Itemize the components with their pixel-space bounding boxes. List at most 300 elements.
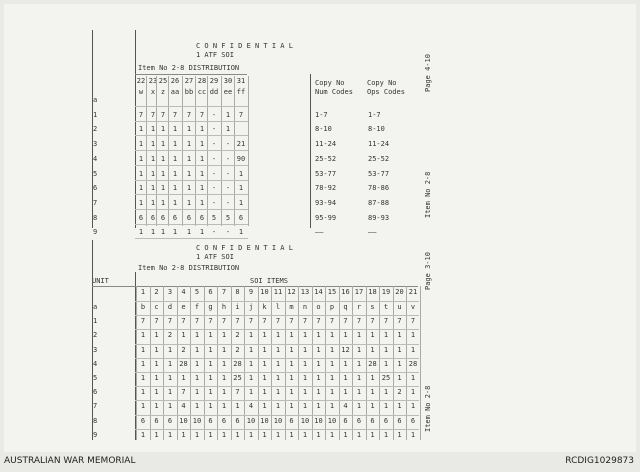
bottom-cell: 1 — [383, 430, 389, 439]
bottom-cell: 1 — [154, 430, 159, 439]
top-cell: 1 — [160, 169, 166, 178]
top-row-label: 7 — [93, 198, 98, 207]
bottom-cell: i — [235, 303, 240, 311]
bottom-cell: 2 — [235, 331, 240, 340]
top-cell: - — [225, 169, 231, 178]
bottom-cell: 1 — [194, 345, 200, 354]
bottom-col-number: 2 — [154, 288, 159, 296]
top-copy-num: 1-7 — [315, 110, 328, 119]
top-row-label: a — [93, 96, 98, 104]
top-cell: 1 — [172, 125, 178, 134]
bottom-cell: d — [167, 303, 173, 311]
bottom-row-rule — [135, 386, 419, 387]
bottom-cell: 1 — [383, 345, 389, 354]
bottom-col-number: 6 — [208, 288, 213, 296]
top-cell: 1 — [150, 125, 156, 134]
bottom-cell: 1 — [167, 388, 173, 397]
bottom-cell: 1 — [194, 331, 200, 340]
bottom-cell: 7 — [343, 317, 348, 326]
bottom-col-rule — [420, 286, 421, 440]
bottom-header-rule — [92, 286, 418, 287]
top-copy-ops: 25-52 — [368, 154, 390, 163]
bottom-cell: 7 — [316, 317, 321, 326]
bottom-col-number: 8 — [235, 288, 240, 296]
bottom-cell: 1 — [235, 402, 240, 411]
bottom-cell: 1 — [140, 359, 146, 368]
bottom-cell: 6 — [397, 416, 402, 425]
bottom-row-label: 9 — [93, 430, 98, 439]
bottom-soi-label: SOI ITEMS — [250, 277, 288, 285]
top-cell: 1 — [238, 198, 244, 207]
bottom-cell: 1 — [302, 402, 308, 411]
bottom-cell: 28 — [233, 359, 242, 368]
bottom-cell: 1 — [370, 331, 375, 340]
bottom-cell: 1 — [262, 388, 267, 397]
top-col-rule — [248, 76, 249, 226]
bottom-cell: 1 — [154, 388, 159, 397]
bottom-cell: 10 — [314, 416, 323, 425]
bottom-row-label: 2 — [93, 331, 98, 340]
bottom-cell: 1 — [316, 430, 321, 439]
top-row-rule — [135, 180, 248, 181]
bottom-cell: 1 — [248, 345, 254, 354]
bottom-cell: 1 — [221, 402, 227, 411]
top-cell: - — [211, 184, 217, 193]
bottom-cell: 1 — [235, 430, 240, 439]
top-row-label: 9 — [93, 228, 98, 237]
bottom-cell: 6 — [221, 416, 227, 425]
bottom-cell: 1 — [370, 388, 375, 397]
top-cell: 1 — [172, 228, 178, 237]
top-cell: 1 — [225, 110, 231, 119]
top-cell: 1 — [238, 184, 244, 193]
bottom-cell: 1 — [208, 430, 213, 439]
top-cell: - — [211, 154, 217, 163]
bottom-item-line: Item No 2-8 DISTRIBUTION — [138, 264, 240, 272]
top-cell: 1 — [199, 184, 205, 193]
bottom-cell: f — [194, 303, 200, 311]
top-copy-ops: 8-10 — [368, 125, 385, 134]
bottom-cell: 1 — [181, 430, 186, 439]
top-col-letter: z — [160, 88, 166, 96]
bottom-cell: 1 — [370, 430, 375, 439]
bottom-cell: 1 — [167, 430, 173, 439]
bottom-row-label: 7 — [93, 402, 98, 411]
top-cell: - — [211, 110, 217, 119]
bottom-cell: 10 — [179, 416, 188, 425]
bottom-cell: 2 — [235, 345, 240, 354]
top-header-rule — [135, 74, 247, 75]
bottom-cell: 10 — [300, 416, 310, 425]
bottom-cell: 1 — [397, 374, 402, 382]
top-cell: 5 — [225, 213, 231, 222]
bottom-cell: 1 — [289, 359, 294, 368]
bottom-cell: c — [154, 303, 159, 311]
bottom-cell: 1 — [356, 430, 362, 439]
bottom-cell: 7 — [289, 317, 294, 326]
bottom-cell: 1 — [343, 430, 348, 439]
bottom-cell: 1 — [356, 402, 362, 411]
top-col-letter: w — [138, 88, 144, 96]
bottom-col-number: 5 — [194, 288, 200, 296]
bottom-cell: 1 — [262, 430, 267, 439]
bottom-row-label: a — [93, 303, 98, 311]
top-cell: 1 — [138, 140, 144, 149]
top-col-letter: bb — [184, 88, 194, 96]
bottom-col-number: 21 — [408, 288, 418, 296]
top-cell: 6 — [186, 213, 192, 222]
bottom-cell: 1 — [370, 402, 375, 411]
bottom-cell: 1 — [397, 430, 402, 439]
top-copy-num-header: Copy No Num Codes — [315, 79, 353, 96]
bottom-cell: 7 — [248, 317, 254, 326]
bottom-cell: 1 — [329, 331, 335, 340]
top-cell: - — [211, 140, 217, 149]
top-row-rule — [135, 121, 248, 122]
top-cell: 1 — [150, 228, 156, 237]
bottom-col-number: 14 — [314, 288, 323, 296]
bottom-cell: 1 — [275, 359, 281, 368]
bottom-cell: 1 — [275, 430, 281, 439]
bottom-cell: 1 — [397, 402, 402, 411]
top-cell: 7 — [199, 110, 205, 119]
bottom-cell: 1 — [316, 374, 321, 382]
bottom-cell: 1 — [289, 430, 294, 439]
bottom-cell: 2 — [181, 345, 186, 354]
bottom-cell: 1 — [343, 359, 348, 368]
bottom-cell: 1 — [302, 388, 308, 397]
footer-right: RCDIG1029873 — [565, 456, 634, 466]
bottom-col-number: 10 — [260, 288, 269, 296]
bottom-cell: 1 — [167, 402, 173, 411]
top-copy-ops: 89-93 — [368, 213, 390, 222]
bottom-cell: 4 — [181, 402, 186, 411]
bottom-cell: 7 — [167, 317, 173, 326]
top-cell: 1 — [186, 228, 192, 237]
bottom-cell: 1 — [167, 374, 173, 382]
top-cell: - — [225, 198, 231, 207]
top-copy-num: 11-24 — [315, 140, 337, 149]
bottom-cell: 1 — [140, 345, 146, 354]
top-copy-ops: —— — [368, 228, 377, 237]
bottom-col-number: 3 — [167, 288, 173, 296]
bottom-cell: 7 — [397, 317, 402, 326]
top-cell: 7 — [150, 110, 156, 119]
bottom-cell: 6 — [410, 416, 416, 425]
bottom-cell: 1 — [221, 430, 227, 439]
bottom-row-label: 8 — [93, 416, 98, 425]
bottom-cell: 6 — [370, 416, 375, 425]
bottom-cell: 1 — [248, 430, 254, 439]
top-cell: 1 — [150, 169, 156, 178]
top-cell: 1 — [199, 169, 205, 178]
bottom-cell: 7 — [181, 317, 186, 326]
top-heading: C O N F I D E N T I A L — [196, 42, 293, 50]
bottom-row-rule — [135, 329, 419, 330]
top-cell: 1 — [150, 140, 156, 149]
top-cell: 1 — [172, 154, 178, 163]
bottom-cell: 1 — [248, 331, 254, 340]
bottom-cell: q — [343, 303, 348, 311]
top-cell: 7 — [138, 110, 144, 119]
top-cell: - — [211, 169, 217, 178]
top-cell: 1 — [138, 169, 144, 178]
bottom-cell: 1 — [248, 359, 254, 368]
bottom-col-number: 1 — [140, 288, 146, 296]
bottom-cell: t — [383, 303, 389, 311]
top-cell: 1 — [172, 140, 178, 149]
top-row-rule — [135, 150, 248, 151]
bottom-cell: 2 — [167, 331, 173, 340]
top-copy-num: 95-99 — [315, 213, 337, 222]
bottom-cell: b — [140, 303, 146, 311]
bottom-cell: 10 — [192, 416, 202, 425]
bottom-cell: 1 — [289, 331, 294, 340]
bottom-cell: s — [370, 303, 375, 311]
bottom-cell: k — [262, 303, 267, 311]
bottom-cell: u — [397, 303, 402, 311]
bottom-cell: 10 — [273, 416, 283, 425]
bottom-col-number: 20 — [395, 288, 404, 296]
top-col-number: 22 — [136, 77, 146, 85]
bottom-cell: 1 — [208, 402, 213, 411]
bottom-cell: 7 — [275, 317, 281, 326]
bottom-cell: 7 — [194, 317, 200, 326]
top-col-letter: x — [150, 88, 156, 96]
bottom-row-rule — [135, 415, 419, 416]
bottom-cell: o — [316, 303, 321, 311]
top-cell: 1 — [160, 125, 166, 134]
bottom-col-number: 16 — [341, 288, 350, 296]
bottom-col-number: 4 — [181, 288, 186, 296]
bottom-cell: 1 — [140, 402, 146, 411]
bottom-cell: 1 — [140, 388, 146, 397]
bottom-cell: 7 — [235, 388, 240, 397]
bottom-cell: 1 — [302, 430, 308, 439]
bottom-cell: 1 — [194, 430, 200, 439]
bottom-cell: m — [289, 303, 294, 311]
bottom-cell: 1 — [383, 402, 389, 411]
top-col-number: 28 — [197, 77, 207, 85]
top-col-number: 30 — [223, 77, 233, 85]
bottom-cell: 1 — [410, 388, 416, 397]
bottom-cell: 1 — [154, 359, 159, 368]
bottom-cell: 1 — [329, 359, 335, 368]
bottom-cell: 1 — [208, 331, 213, 340]
top-col-number: 26 — [170, 77, 180, 85]
top-cell: 1 — [199, 228, 205, 237]
bottom-cell: 1 — [343, 374, 348, 382]
bottom-cell: 6 — [235, 416, 240, 425]
top-cell: 1 — [225, 125, 231, 134]
bottom-cell: 1 — [140, 331, 146, 340]
bottom-row-rule — [135, 400, 419, 401]
bottom-cell: j — [248, 303, 254, 311]
top-cell: 7 — [160, 110, 166, 119]
bottom-cell: 1 — [302, 374, 308, 382]
top-cell: 1 — [160, 228, 166, 237]
bottom-cell: 6 — [383, 416, 389, 425]
bottom-cell: 1 — [289, 402, 294, 411]
bottom-cell: 1 — [397, 359, 402, 368]
top-cell: 1 — [150, 184, 156, 193]
bottom-cell: 1 — [154, 402, 159, 411]
bottom-cell: 1 — [275, 345, 281, 354]
top-row-rule — [135, 106, 248, 107]
bottom-cell: 2 — [397, 388, 402, 397]
bottom-cell: 1 — [410, 374, 416, 382]
top-cell: 7 — [186, 110, 192, 119]
bottom-cell: 7 — [329, 317, 335, 326]
top-copy-num: —— — [315, 228, 324, 237]
bottom-cell: 1 — [356, 359, 362, 368]
bottom-cell: 7 — [154, 317, 159, 326]
bottom-cell: 1 — [316, 402, 321, 411]
top-col-letter: aa — [170, 88, 180, 96]
bottom-cell: 12 — [341, 345, 350, 354]
bottom-row-rule — [135, 344, 419, 345]
bottom-col-number: 12 — [287, 288, 296, 296]
top-cell: 1 — [199, 125, 205, 134]
bottom-cell: 6 — [167, 416, 173, 425]
bottom-cell: 1 — [410, 402, 416, 411]
top-col-number: 27 — [184, 77, 194, 85]
top-cell: 1 — [186, 169, 192, 178]
bottom-cell: 1 — [343, 388, 348, 397]
bottom-cell: 1 — [154, 345, 159, 354]
bottom-cell: 10 — [327, 416, 337, 425]
top-cell: 1 — [238, 169, 244, 178]
bottom-cell: 1 — [289, 345, 294, 354]
top-cell: 1 — [160, 140, 166, 149]
bottom-cell: 1 — [383, 388, 389, 397]
bottom-cell: 6 — [289, 416, 294, 425]
top-item-line: Item No 2-8 DISTRIBUTION — [138, 64, 240, 72]
bottom-cell: 1 — [383, 359, 389, 368]
bottom-cell: 1 — [262, 402, 267, 411]
bottom-col-number: 13 — [300, 288, 310, 296]
top-row-label: 1 — [93, 110, 98, 119]
bottom-cell: 10 — [246, 416, 256, 425]
bottom-cell: 1 — [370, 374, 375, 382]
bottom-cell: 1 — [262, 359, 267, 368]
top-row-label: 8 — [93, 213, 98, 222]
bottom-cell: 1 — [154, 374, 159, 382]
top-row-label: 3 — [93, 140, 98, 149]
bottom-cell: 4 — [343, 402, 348, 411]
top-cell: 7 — [172, 110, 178, 119]
top-cell: - — [211, 228, 217, 237]
top-cell: 1 — [186, 184, 192, 193]
top-cell: 1 — [186, 140, 192, 149]
top-cell: 21 — [236, 140, 246, 149]
bottom-cell: 1 — [370, 345, 375, 354]
bottom-heading: C O N F I D E N T I A L — [196, 244, 293, 252]
top-subheading: 1 ATF SOI — [196, 51, 234, 59]
top-row-rule — [135, 209, 248, 210]
bottom-cell: 6 — [356, 416, 362, 425]
bottom-row-label: 4 — [93, 359, 98, 368]
bottom-cell: 1 — [181, 374, 186, 382]
top-cell: 1 — [186, 154, 192, 163]
top-cell: 1 — [172, 184, 178, 193]
top-cell: 7 — [238, 110, 244, 119]
bottom-cell: 6 — [154, 416, 159, 425]
bottom-cell: 1 — [262, 345, 267, 354]
bottom-cell: 1 — [356, 374, 362, 382]
bottom-row-rule — [135, 315, 419, 316]
bottom-cell: 1 — [397, 345, 402, 354]
top-col-number: 23 — [148, 77, 158, 85]
bottom-row-label: 3 — [93, 345, 98, 354]
bottom-cell: 1 — [302, 331, 308, 340]
bottom-cell: 7 — [140, 317, 146, 326]
bottom-cell: 1 — [140, 374, 146, 382]
bottom-cell: 1 — [194, 388, 200, 397]
bottom-cell: 1 — [316, 388, 321, 397]
top-row-label: 6 — [93, 184, 98, 193]
top-cell: 6 — [238, 213, 244, 222]
bottom-unit-label: UNIT — [92, 277, 109, 285]
top-col-letter: dd — [209, 88, 219, 96]
bottom-cell: 1 — [221, 388, 227, 397]
top-cell: 1 — [138, 125, 144, 134]
bottom-cell: p — [329, 303, 335, 311]
top-cell: - — [225, 184, 231, 193]
bottom-cell: 1 — [302, 359, 308, 368]
bottom-cell: 1 — [329, 402, 335, 411]
bottom-col-number: 15 — [327, 288, 337, 296]
top-copy-ops: 11-24 — [368, 140, 390, 149]
bottom-cell: 7 — [181, 388, 186, 397]
bottom-cell: 1 — [194, 402, 200, 411]
top-cell: 6 — [138, 213, 144, 222]
top-cell: - — [211, 198, 217, 207]
top-cell: - — [211, 125, 217, 134]
top-col-number: 29 — [209, 77, 219, 85]
bottom-cell: 1 — [194, 374, 200, 382]
top-cell: 1 — [199, 140, 205, 149]
top-cell: 1 — [172, 169, 178, 178]
top-cell: 6 — [172, 213, 178, 222]
bottom-cell: 7 — [221, 317, 227, 326]
bottom-side-label-lower: Item No 2-8 — [424, 385, 432, 432]
bottom-cell: 1 — [140, 430, 146, 439]
top-cell: 90 — [236, 154, 246, 163]
bottom-cell: 1 — [221, 374, 227, 382]
bottom-row-rule — [135, 429, 419, 430]
top-cell: 1 — [172, 198, 178, 207]
bottom-cell: 1 — [248, 374, 254, 382]
bottom-cell: 6 — [343, 416, 348, 425]
bottom-row-label: 6 — [93, 388, 98, 397]
top-row-label: 2 — [93, 125, 98, 134]
bottom-cell: 1 — [167, 359, 173, 368]
top-copy-num: 8-10 — [315, 125, 332, 134]
top-row-label: 4 — [93, 154, 98, 163]
top-cell: - — [225, 140, 231, 149]
top-cell: 1 — [150, 198, 156, 207]
bottom-col-number: 18 — [368, 288, 377, 296]
bottom-cell: 1 — [221, 345, 227, 354]
bottom-cell: 28 — [179, 359, 188, 368]
bottom-cell: 6 — [208, 416, 213, 425]
bottom-cell: 1 — [410, 331, 416, 340]
top-cell: 1 — [138, 154, 144, 163]
bottom-cell: 1 — [356, 331, 362, 340]
bottom-cell: n — [302, 303, 308, 311]
bottom-cell: 1 — [343, 331, 348, 340]
